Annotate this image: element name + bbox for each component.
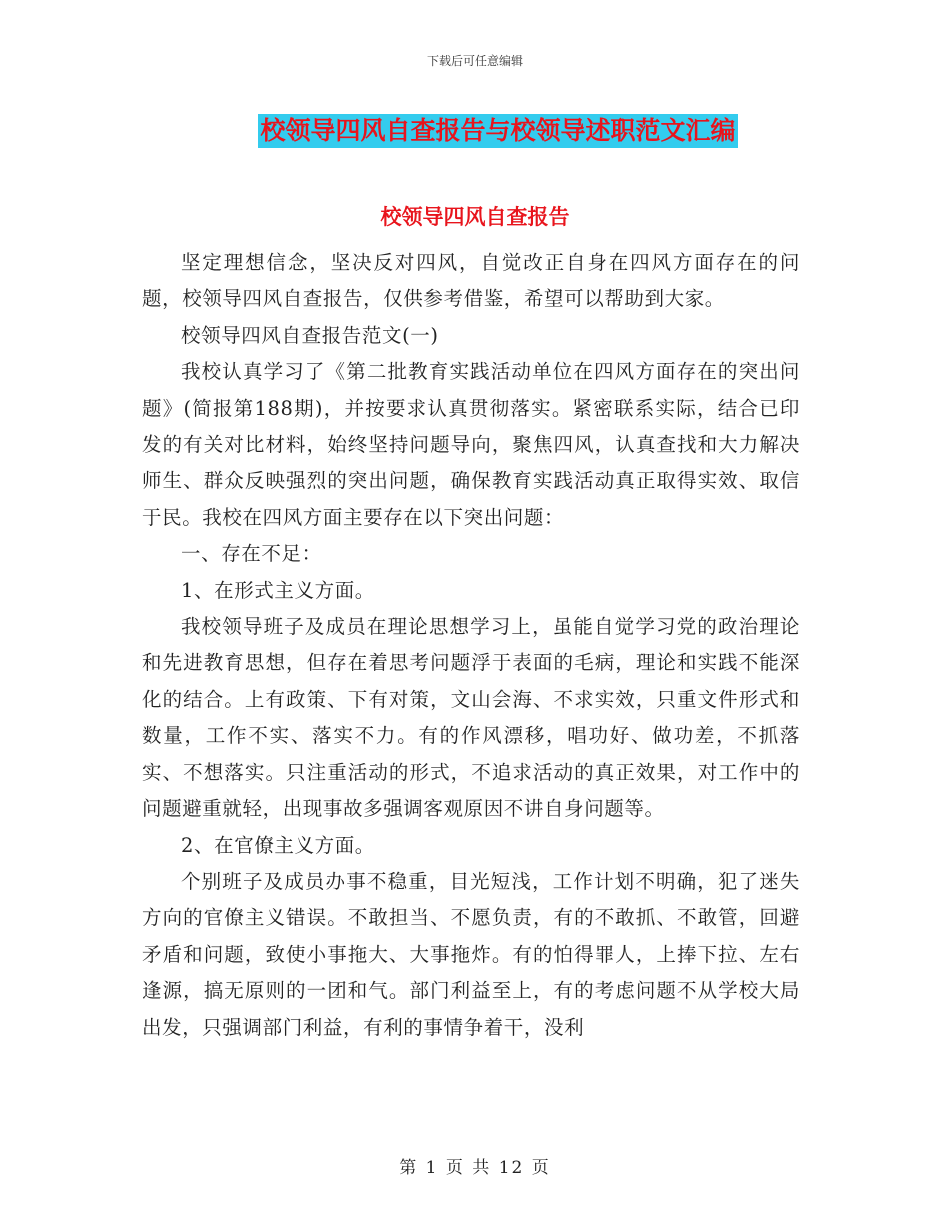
paragraph-sample-heading: 校领导四风自查报告范文(一) <box>181 323 439 347</box>
paragraph-intro: 坚定理想信念，坚决反对四风，自觉改正自身在四风方面存在的问题，校领导四风自查报告，仅供参考借鉴，希望可以帮助到大家。 <box>142 251 800 311</box>
header-note: 下载后可任意编辑 <box>426 54 523 68</box>
section-title: 校领导四风自查报告 <box>380 205 570 229</box>
page-footer: 第 1 页 共 12 页 <box>399 1158 551 1178</box>
paragraph-formalism: 我校领导班子及成员在理论思想学习上，虽能自觉学习党的政治理论和先进教育思想，但存在着思考问题浮于表面的毛病，理论和实践不能深化的结合。上有政策、下有对策，文山会海、不求实效，只重文件形式和数量，工作不实、落实不力。有的作风漂移，唱功好、做功差，不抓落实、不想落实。只注重活动的形式，不追求活动的真正效果，对工作中的问题避重就轻，出现事故多强调客观原因不讲自身问题等。 <box>142 615 800 821</box>
paragraph-bureaucracy-heading: 2、在官僚主义方面。 <box>181 833 375 857</box>
document-body <box>142 245 800 1046</box>
paragraph-formalism-heading: 1、在形式主义方面。 <box>181 578 375 602</box>
main-title: 校领导四风自查报告与校领导述职范文汇编 <box>258 114 737 148</box>
paragraph-bureaucracy: 个别班子及成员办事不稳重，目光短浅，工作计划不明确，犯了迷失方向的官僚主义错误。不敢担当、不愿负责，有的不敢抓、不敢管，回避矛盾和问题，致使小事拖大、大事拖炸。有的怕得罪人，上捧下拉、左右逢源，搞无原则的一团和气。部门利益至上，有的考虑问题不从学校大局出发，只强调部门利益，有利的事情争着干，没利 <box>142 869 800 1039</box>
main-title-wrapper <box>0 114 950 148</box>
paragraph-background: 我校认真学习了《第二批教育实践活动单位在四风方面存在的突出问题》(简报第188期)，并按要求认真贯彻落实。紧密联系实际，结合已印发的有关对比材料，始终坚持问题导向，聚焦四风，认真查找和大力解决师生、群众反映强烈的突出问题，确保教育实践活动真正取得实效、取信于民。我校在四风方面主要存在以下突出问题： <box>142 360 800 529</box>
paragraph-shortcomings-heading: 一、存在不足： <box>181 542 322 566</box>
